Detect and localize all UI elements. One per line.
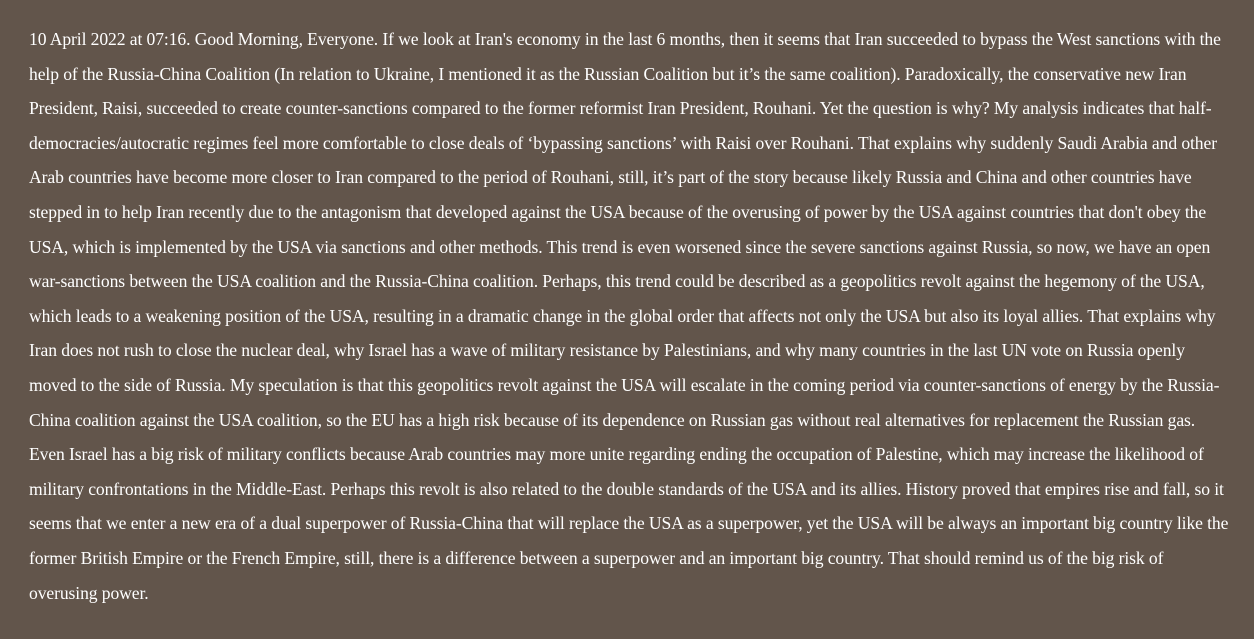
post-body-text: 10 April 2022 at 07:16. Good Morning, Everyone. If we look at Iran's economy in the last 6 months, then it seems that Iran succeeded to bypass the West sanctions with the help of the Russia-China Coalition (In relation to Ukraine, I mentioned it as the Russian Coalition but it’s the same coalition). Paradoxically, the conservative new Iran President, Raisi, succeeded to create counter-sanctions compared to the former reformist Iran President, Rouhani. Yet the question is why? My analysis indicates that half-democracies/autocratic regimes feel more comfortable to close deals of ‘bypassing sanctions’ with Raisi over Rouhani. That explains why suddenly Saudi Arabia and other Arab countries have become more closer to Iran compared to the period of Rouhani, still, it’s part of the story because likely Russia and China and other countries have stepped in to help Iran recently due to the antagonism that developed against the USA because of the overusing of power by the USA against countries that don't obey the USA, which is implemented by the USA via sanctions and other methods. This trend is even worsened since the severe sanctions against Russia, so now, we have an open war-sanctions between the USA coalition and the Russia-China coalition. Perhaps, this trend could be described as a geopolitics revolt against the hegemony of the USA, which leads to a weakening position of the USA, resulting in a dramatic change in the global order that affects not only the USA but also its loyal allies. That explains why Iran does not rush to close the nuclear deal, why Israel has a wave of military resistance by Palestinians, and why many countries in the last UN vote on Russia openly moved to the side of Russia. My speculation is that this geopolitics revolt against the USA will escalate in the coming period via counter-sanctions of energy by the Russia-China coalition against the USA coalition, so the EU has a high risk because of its dependence on Russian gas without real alternatives for replacement the Russian gas. Even Israel has a big risk of military conflicts because Arab countries may more unite regarding ending the occupation of Palestine, which may increase the likelihood of military confrontations in the Middle-East. Perhaps this revolt is also related to the double standards of the USA and its allies. History proved that empires rise and fall, so it seems that we enter a new era of a dual superpower of Russia-China that will replace the USA as a superpower, yet the USA will be always an important big country like the former British Empire or the French Empire, still, there is a difference between a superpower and an important big country. That should remind us of the big risk of overusing power. bbox=[29, 29, 1229, 603]
